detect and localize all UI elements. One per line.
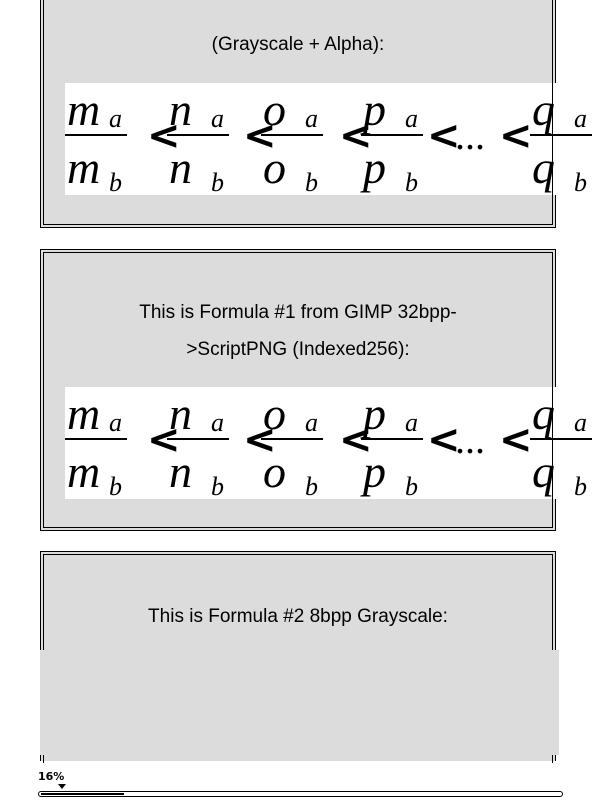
panel-caption [41, 26, 555, 63]
numerator: m [67, 388, 101, 439]
page-progress-bar[interactable] [38, 768, 562, 798]
denominator: m [67, 446, 101, 497]
fraction-q [530, 84, 592, 197]
panel-caption [41, 294, 555, 368]
formula-image [65, 83, 585, 195]
denominator: p [363, 446, 386, 497]
numerator: o [263, 84, 286, 135]
denominator: q [532, 446, 555, 497]
denominator-subscript: b [211, 472, 224, 501]
less-than-sign: < [499, 417, 533, 463]
denominator-subscript: b [574, 168, 587, 197]
numerator-subscript: a [109, 104, 122, 133]
numerator-subscript: a [211, 408, 224, 437]
numerator-subscript: a [305, 104, 318, 133]
progress-percent-label: 16% [38, 770, 65, 783]
less-than-sign: < [339, 113, 373, 159]
less-than-sign: < [339, 417, 373, 463]
ellipsis: ... [455, 113, 485, 158]
numerator: o [263, 388, 286, 439]
numerator: n [169, 84, 192, 135]
denominator: o [263, 142, 286, 193]
panel-caption [41, 598, 555, 635]
denominator: q [532, 142, 555, 193]
denominator-subscript: b [305, 472, 318, 501]
denominator-subscript: b [305, 168, 318, 197]
caption-line: This is Formula #1 from GIMP 32bpp- [139, 302, 457, 323]
denominator-subscript: b [109, 168, 122, 197]
numerator: n [169, 388, 192, 439]
image-panel-grayscale-alpha [40, 0, 587, 228]
numerator-subscript: a [405, 104, 418, 133]
denominator: n [169, 142, 192, 193]
less-than-sign: < [499, 113, 533, 159]
numerator-subscript: a [574, 104, 587, 133]
fraction-q [530, 388, 592, 501]
numerator-subscript: a [305, 408, 318, 437]
denominator: p [363, 142, 386, 193]
denominator: m [67, 142, 101, 193]
denominator-subscript: b [109, 472, 122, 501]
less-than-sign: < [427, 113, 461, 159]
image-panel-indexed256 [40, 249, 587, 531]
fraction-m [65, 84, 127, 197]
progress-marker-icon[interactable] [58, 784, 66, 789]
denominator-subscript: b [211, 168, 224, 197]
fraction-m [65, 388, 127, 501]
less-than-sign: < [243, 113, 277, 159]
ellipsis: ... [455, 417, 485, 462]
image-loading-area [40, 650, 559, 755]
formula-image [65, 387, 585, 499]
numerator-subscript: a [211, 104, 224, 133]
denominator: n [169, 446, 192, 497]
less-than-sign: < [147, 417, 181, 463]
caption-line: This is Formula #2 8bpp Grayscale: [148, 606, 448, 627]
less-than-sign: < [147, 113, 181, 159]
formula-svg [65, 83, 585, 195]
progress-fill [41, 793, 124, 795]
caption-line: >ScriptPNG (Indexed256): [186, 339, 410, 360]
numerator-subscript: a [405, 408, 418, 437]
numerator: q [532, 388, 555, 439]
denominator-subscript: b [574, 472, 587, 501]
numerator-subscript: a [574, 408, 587, 437]
numerator: p [363, 388, 386, 439]
denominator: o [263, 446, 286, 497]
formula-svg [65, 387, 585, 499]
numerator: m [67, 84, 101, 135]
denominator-subscript: b [405, 472, 418, 501]
progress-track[interactable] [38, 791, 563, 797]
denominator-subscript: b [405, 168, 418, 197]
numerator-subscript: a [109, 408, 122, 437]
less-than-sign: < [243, 417, 277, 463]
caption-line: (Grayscale + Alpha): [211, 34, 385, 55]
numerator: q [532, 84, 555, 135]
less-than-sign: < [427, 417, 461, 463]
numerator: p [363, 84, 386, 135]
